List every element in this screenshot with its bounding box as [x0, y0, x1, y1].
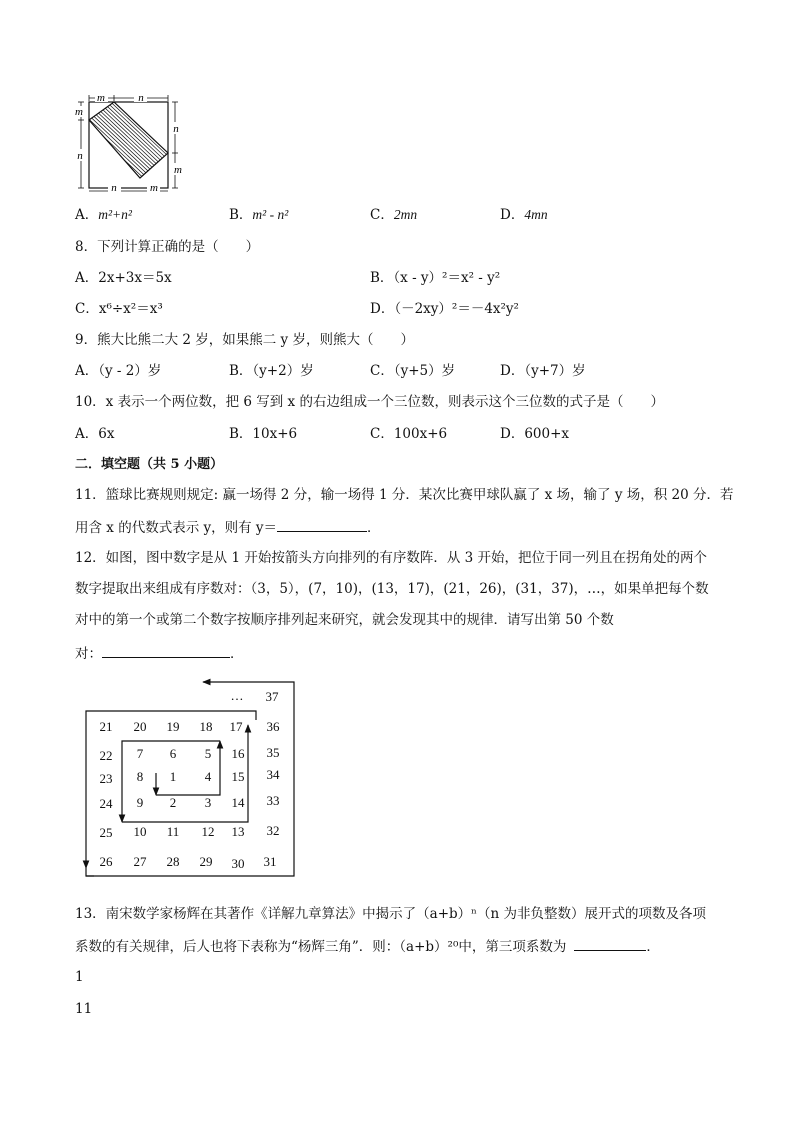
grid-number: 19: [166, 719, 180, 734]
q9-option-a: A．（y - 2）岁: [75, 363, 162, 379]
label-left-m: m: [75, 106, 83, 118]
grid-number: 11: [166, 824, 180, 839]
q12-line4: 对： ．: [75, 643, 244, 663]
q8-stem: 8．下列计算正确的是（ ）: [75, 239, 260, 255]
hatch-line: [76, 92, 176, 186]
grid-number: 36: [266, 719, 280, 734]
grid-number: 14: [231, 795, 245, 810]
grid-number: 18: [199, 719, 213, 734]
grid-number: 24: [99, 796, 113, 811]
label-right-n: n: [173, 123, 179, 135]
grid-number: 22: [99, 748, 113, 763]
q10-option-c: C．100x+6: [370, 426, 448, 442]
grid-number: 17: [229, 719, 243, 734]
grid-number: 8: [136, 769, 144, 784]
grid-ellipsis: …: [230, 688, 244, 703]
q11-answer-blank[interactable]: [277, 517, 367, 532]
grid-number: 6: [169, 746, 177, 761]
grid-number: 25: [99, 825, 113, 840]
q8-option-a: A．2x+3x＝5x: [75, 270, 172, 286]
triangle-row-2: 11: [75, 1001, 93, 1017]
grid-number: 5: [204, 746, 212, 761]
grid-number: 31: [263, 854, 277, 869]
q10-option-d: D．600+x: [500, 426, 570, 442]
grid-number: 37: [265, 689, 279, 704]
grid-number: 35: [266, 745, 280, 760]
grid-number: 12: [201, 824, 215, 839]
grid-number: 10: [133, 824, 147, 839]
grid-number: 26: [99, 854, 113, 869]
label-bottom-n: n: [111, 182, 117, 192]
grid-number: 7: [136, 746, 144, 761]
q13-answer-blank[interactable]: [574, 936, 646, 951]
q9-option-c: C．（y+5）岁: [370, 363, 456, 379]
q13-line2: 系数的有关规律，后人也将下表称为“杨辉三角”．则：（a+b）²⁰中，第三项系数为 ．: [75, 936, 660, 956]
q8-option-c: C．x⁶÷x²＝x³: [75, 301, 163, 317]
grid-number: 20: [133, 719, 147, 734]
q13-line1: 13．南宋数学家杨辉在其著作《详解九章算法》中揭示了（a+b）ⁿ（n 为非负整数）展开式的项数及各项: [75, 906, 707, 922]
grid-number: 30: [231, 856, 245, 871]
shaded-rectangle: [89, 102, 168, 178]
grid-number: 13: [231, 824, 245, 839]
label-right-m: m: [174, 164, 182, 176]
grid-number: 28: [166, 854, 180, 869]
q12-line3: 对中的第一个或第二个数字按顺序排列起来研究，就会发现其中的规律．请写出第 50 个数: [75, 612, 614, 628]
q8-option-b: B．（x - y）²＝x² - y²: [370, 270, 501, 286]
grid-number: 23: [99, 771, 113, 786]
q11-line2: 用含 x 的代数式表示 y，则有 y＝ ．: [75, 517, 381, 537]
grid-number: 27: [133, 854, 147, 869]
arrow-ring3b: [86, 711, 256, 876]
q12-line2: 数字提取出来组成有序数对：（3，5），(7，10)，(13，17)，(21，26)，(31，37)，…，如果单把每个数: [75, 581, 709, 597]
q7-option-a: A．m²+n²: [75, 207, 132, 223]
q9-option-b: B．（y+2）岁: [229, 363, 314, 379]
q7-figure: [72, 92, 188, 192]
label-bottom-m: m: [150, 182, 158, 192]
triangle-row-1: 1: [75, 969, 84, 985]
grid-number: 34: [266, 767, 280, 782]
q10-option-b: B．10x+6: [229, 426, 298, 442]
grid-number: 4: [204, 769, 212, 784]
hatch-line: [72, 92, 172, 186]
hatch-line: [80, 92, 180, 186]
q7-option-b: B．m² - n²: [229, 207, 289, 223]
q12-answer-blank[interactable]: [102, 643, 230, 658]
grid-number: 15: [231, 769, 245, 784]
grid-number: 33: [266, 793, 280, 808]
q9-option-d: D．（y+7）岁: [500, 363, 586, 379]
q9-stem: 9．熊大比熊二大 2 岁，如果熊二 y 岁，则熊大（ ）: [75, 332, 414, 348]
q10-stem: 10．x 表示一个两位数，把 6 写到 x 的右边组成一个三位数，则表示这个三位数的式子是（ ）: [75, 394, 664, 410]
label-top-m: m: [97, 92, 105, 104]
grid-number: 32: [266, 823, 280, 838]
section-title: 二．填空题（共 5 小题）: [75, 457, 224, 472]
grid-number: 29: [199, 854, 213, 869]
grid-number: 2: [169, 795, 177, 810]
hatch-line: [184, 92, 188, 186]
grid-number: 9: [136, 795, 144, 810]
q12-line1: 12．如图，图中数字是从 1 开始按箭头方向排列的有序数阵．从 3 开始，把位于同一列且在拐角处的两个: [75, 550, 708, 566]
q11-line1: 11．篮球比赛规则规定: 赢一场得 2 分，输一场得 1 分．某次比赛甲球队赢了 x 场，输了 y 场，积 20 分．若: [75, 487, 734, 503]
label-top-n: n: [138, 92, 144, 104]
grid-number: 3: [204, 795, 212, 810]
grid-numbers: [100, 689, 281, 871]
grid-number: 21: [99, 719, 113, 734]
label-left-n: n: [77, 150, 83, 162]
grid-number: 1: [169, 769, 177, 784]
q8-option-d: D．（－2xy）²＝－4x²y²: [370, 301, 519, 317]
grid-number: 16: [231, 746, 245, 761]
q7-option-d: D．4mn: [500, 207, 548, 223]
spiral-number-grid: [70, 670, 310, 890]
q7-option-c: C．2mn: [370, 207, 418, 223]
q10-option-a: A．6x: [75, 426, 115, 442]
